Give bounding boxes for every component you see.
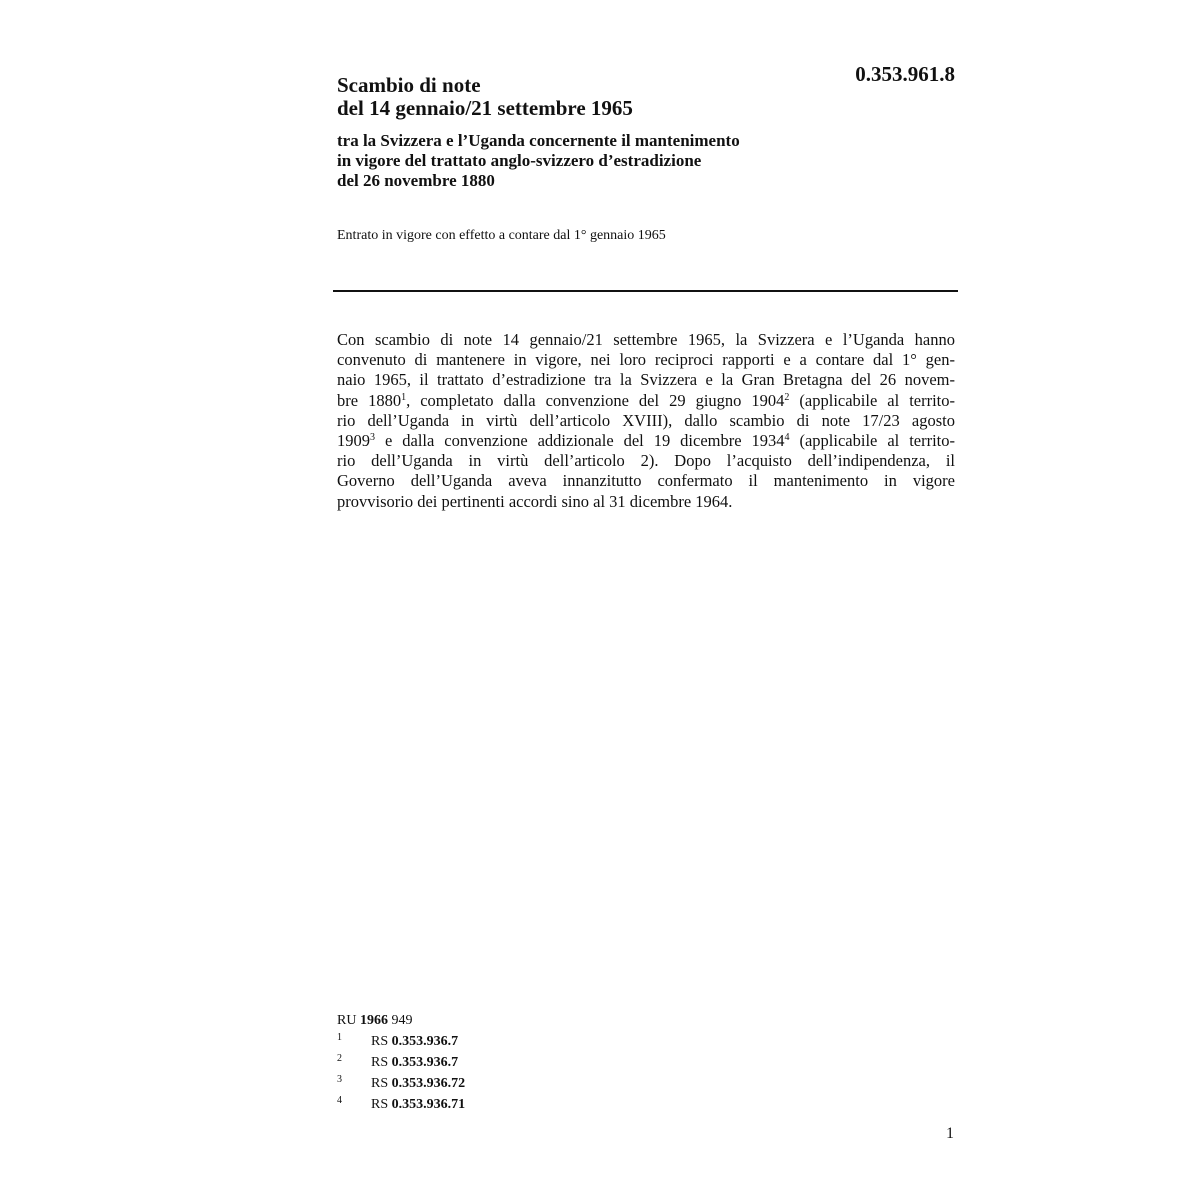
page-number: 1	[946, 1125, 954, 1142]
title-line: Scambio di note	[337, 73, 481, 97]
entry-into-force-note: Entrato in vigore con effetto a contare dal 1° gennaio 1965	[337, 228, 666, 243]
body-text-segment: 1909	[337, 430, 370, 450]
footnote-number: 3	[337, 1074, 342, 1085]
footnote-number: 1	[337, 1032, 342, 1043]
body-line: naio 1965, il trattato d’estradizione tra la Svizzera e la Gran Bretagna del 26 novem-	[337, 370, 955, 390]
document-subtitle	[337, 131, 897, 191]
subtitle-line: del 26 novembre 1880	[337, 171, 495, 190]
body-line: Con scambio di note 14 gennaio/21 settembre 1965, la Svizzera e l’Uganda hanno	[337, 330, 955, 349]
footnote-item	[337, 1071, 465, 1092]
footnote-reference: 0.353.936.71	[391, 1097, 466, 1112]
body-text-segment: e dalla convenzione addizionale del 19 dicembre 1934	[375, 430, 785, 450]
official-compilation-reference	[337, 1012, 465, 1029]
subtitle-line: tra la Svizzera e l’Uganda concernente il mantenimento	[337, 131, 740, 150]
document-number: 0.353.961.8	[855, 62, 955, 86]
footnote-marker: 2	[784, 391, 790, 403]
body-line	[337, 431, 955, 451]
body-line: provvisorio dei pertinenti accordi sino al 31 dicembre 1964.	[337, 491, 733, 511]
footnotes	[337, 1012, 465, 1113]
footnote-number: 4	[337, 1095, 342, 1106]
header-divider	[333, 290, 958, 292]
footnote-item	[337, 1029, 465, 1050]
body-line	[337, 391, 955, 411]
body-line: rio dell’Uganda in virtù dell’articolo XVIII), dallo scambio di note 17/23 agosto	[337, 410, 955, 430]
document-title	[337, 74, 897, 120]
title-line: del 14 gennaio/21 settembre 1965	[337, 96, 633, 120]
footnote-item	[337, 1092, 465, 1113]
footnote-prefix: RS	[371, 1055, 392, 1070]
body-line: convenuto di mantenere in vigore, nei loro reciproci rapporti e a contare dal 1° gen-	[337, 350, 955, 370]
body-text-segment: (applicabile al territo-	[789, 430, 956, 450]
footnote-marker: 4	[784, 431, 790, 443]
body-paragraph	[337, 330, 955, 512]
body-text-segment: , completato dalla convenzione del 29 giugno 1904	[406, 390, 785, 410]
body-text-segment: (applicabile al territo-	[789, 390, 956, 410]
footnote-marker: 3	[370, 431, 375, 443]
footnote-reference: 0.353.936.72	[391, 1076, 466, 1091]
footnote-prefix: RS	[371, 1076, 392, 1091]
footnote-item	[337, 1050, 465, 1071]
ru-page: 949	[387, 1013, 413, 1028]
ru-prefix: RU	[337, 1013, 357, 1028]
body-line: Governo dell’Uganda aveva innanzitutto confermato il mantenimento in vigore	[337, 471, 955, 491]
ru-year: 1966	[359, 1013, 388, 1028]
footnote-marker: 1	[401, 391, 407, 403]
body-line: rio dell’Uganda in virtù dell’articolo 2). Dopo l’acquisto dell’indipendenza, il	[337, 451, 955, 471]
body-text-segment: bre 1880	[337, 390, 402, 410]
subtitle-line: in vigore del trattato anglo-svizzero d’estradizione	[337, 151, 702, 170]
footnote-number: 2	[337, 1053, 342, 1064]
footnote-reference: 0.353.936.7	[391, 1034, 459, 1049]
footnote-prefix: RS	[371, 1034, 392, 1049]
footnote-prefix: RS	[371, 1097, 392, 1112]
footnote-reference: 0.353.936.7	[391, 1055, 459, 1070]
